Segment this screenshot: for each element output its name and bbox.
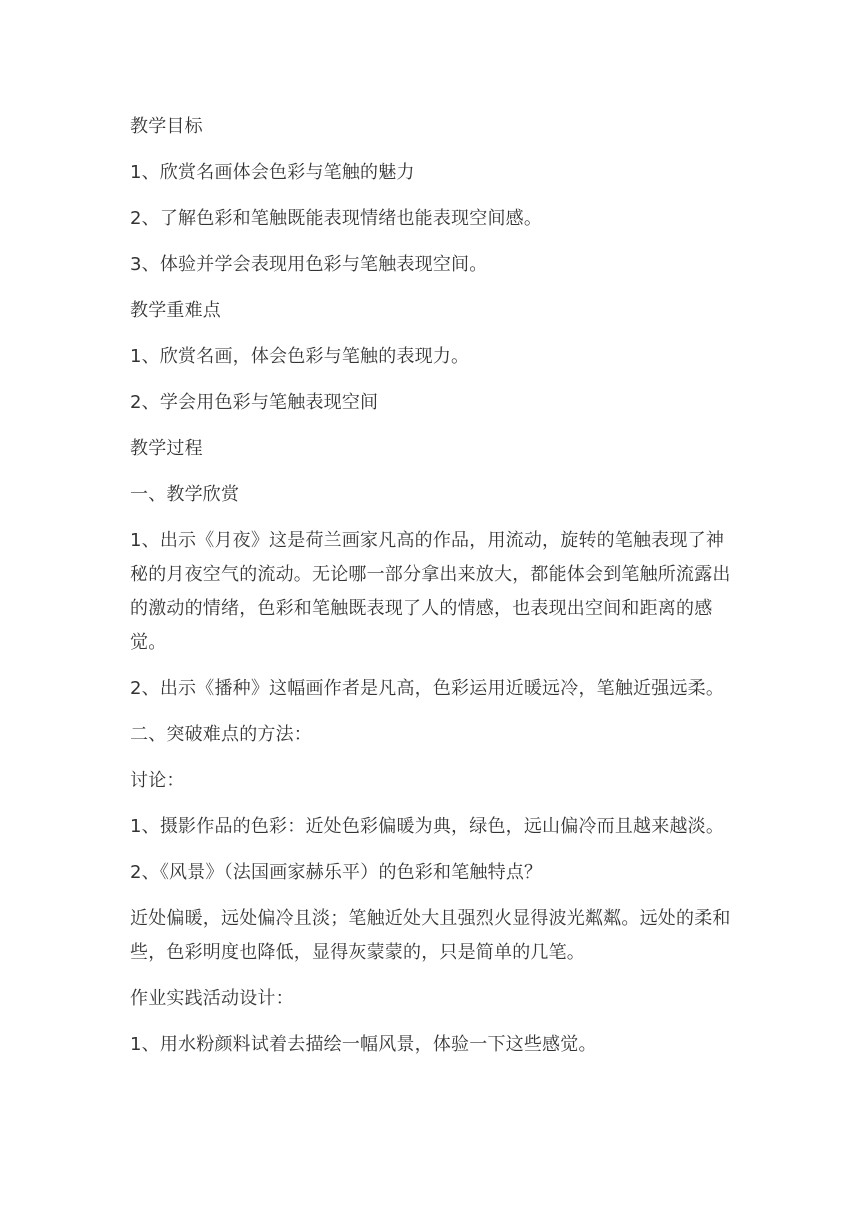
section-heading-teaching-goals: 教学目标 bbox=[130, 116, 203, 137]
discussion-answer: 近处偏暖，远处偏冷且淡；笔触近处大且强烈火显得波光粼粼。远处的柔和些，色彩明度也降低，显得灰蒙蒙的，只是简单的几笔。 bbox=[130, 908, 731, 963]
discussion-label: 讨论： bbox=[130, 770, 185, 791]
appreciation-item-1: 1、出示《月夜》这是荷兰画家凡高的作品，用流动，旋转的笔触表现了神秘的月夜空气的流动。无论哪一部分拿出来放大，都能体会到笔触所流露出的激动的情绪，色彩和笔触既表现了人的情感，也表现出空间和距离的感觉。 bbox=[130, 530, 731, 653]
subsection-heading-appreciation: 一、教学欣赏 bbox=[130, 484, 240, 505]
section-heading-key-difficulties: 教学重难点 bbox=[130, 300, 221, 321]
subsection-heading-methods: 二、突破难点的方法： bbox=[130, 724, 312, 745]
difficulty-item-1: 1、欣赏名画，体会色彩与笔触的表现力。 bbox=[130, 346, 470, 367]
difficulty-item-2: 2、学会用色彩与笔触表现空间 bbox=[130, 392, 379, 413]
discussion-item-1: 1、摄影作品的色彩：近处色彩偏暖为典，绿色，远山偏冷而且越来越淡。 bbox=[130, 816, 725, 837]
goal-item-3: 3、体验并学会表现用色彩与笔触表现空间。 bbox=[130, 254, 488, 275]
goal-item-1: 1、欣赏名画体会色彩与笔触的魅力 bbox=[130, 162, 415, 183]
discussion-item-2: 2、《风景》（法国画家赫乐平）的色彩和笔触特点？ bbox=[130, 862, 543, 883]
homework-item-1: 1、用水粉颜料试着去描绘一幅风景，体验一下这些感觉。 bbox=[130, 1034, 597, 1055]
goal-item-2: 2、了解色彩和笔触既能表现情绪也能表现空间感。 bbox=[130, 208, 543, 229]
section-heading-teaching-process: 教学过程 bbox=[130, 438, 203, 459]
document-body bbox=[130, 110, 736, 1074]
appreciation-item-2: 2、出示《播种》这幅画作者是凡高，色彩运用近暖远冷，笔触近强远柔。 bbox=[130, 678, 725, 699]
section-heading-homework: 作业实践活动设计： bbox=[130, 988, 294, 1009]
